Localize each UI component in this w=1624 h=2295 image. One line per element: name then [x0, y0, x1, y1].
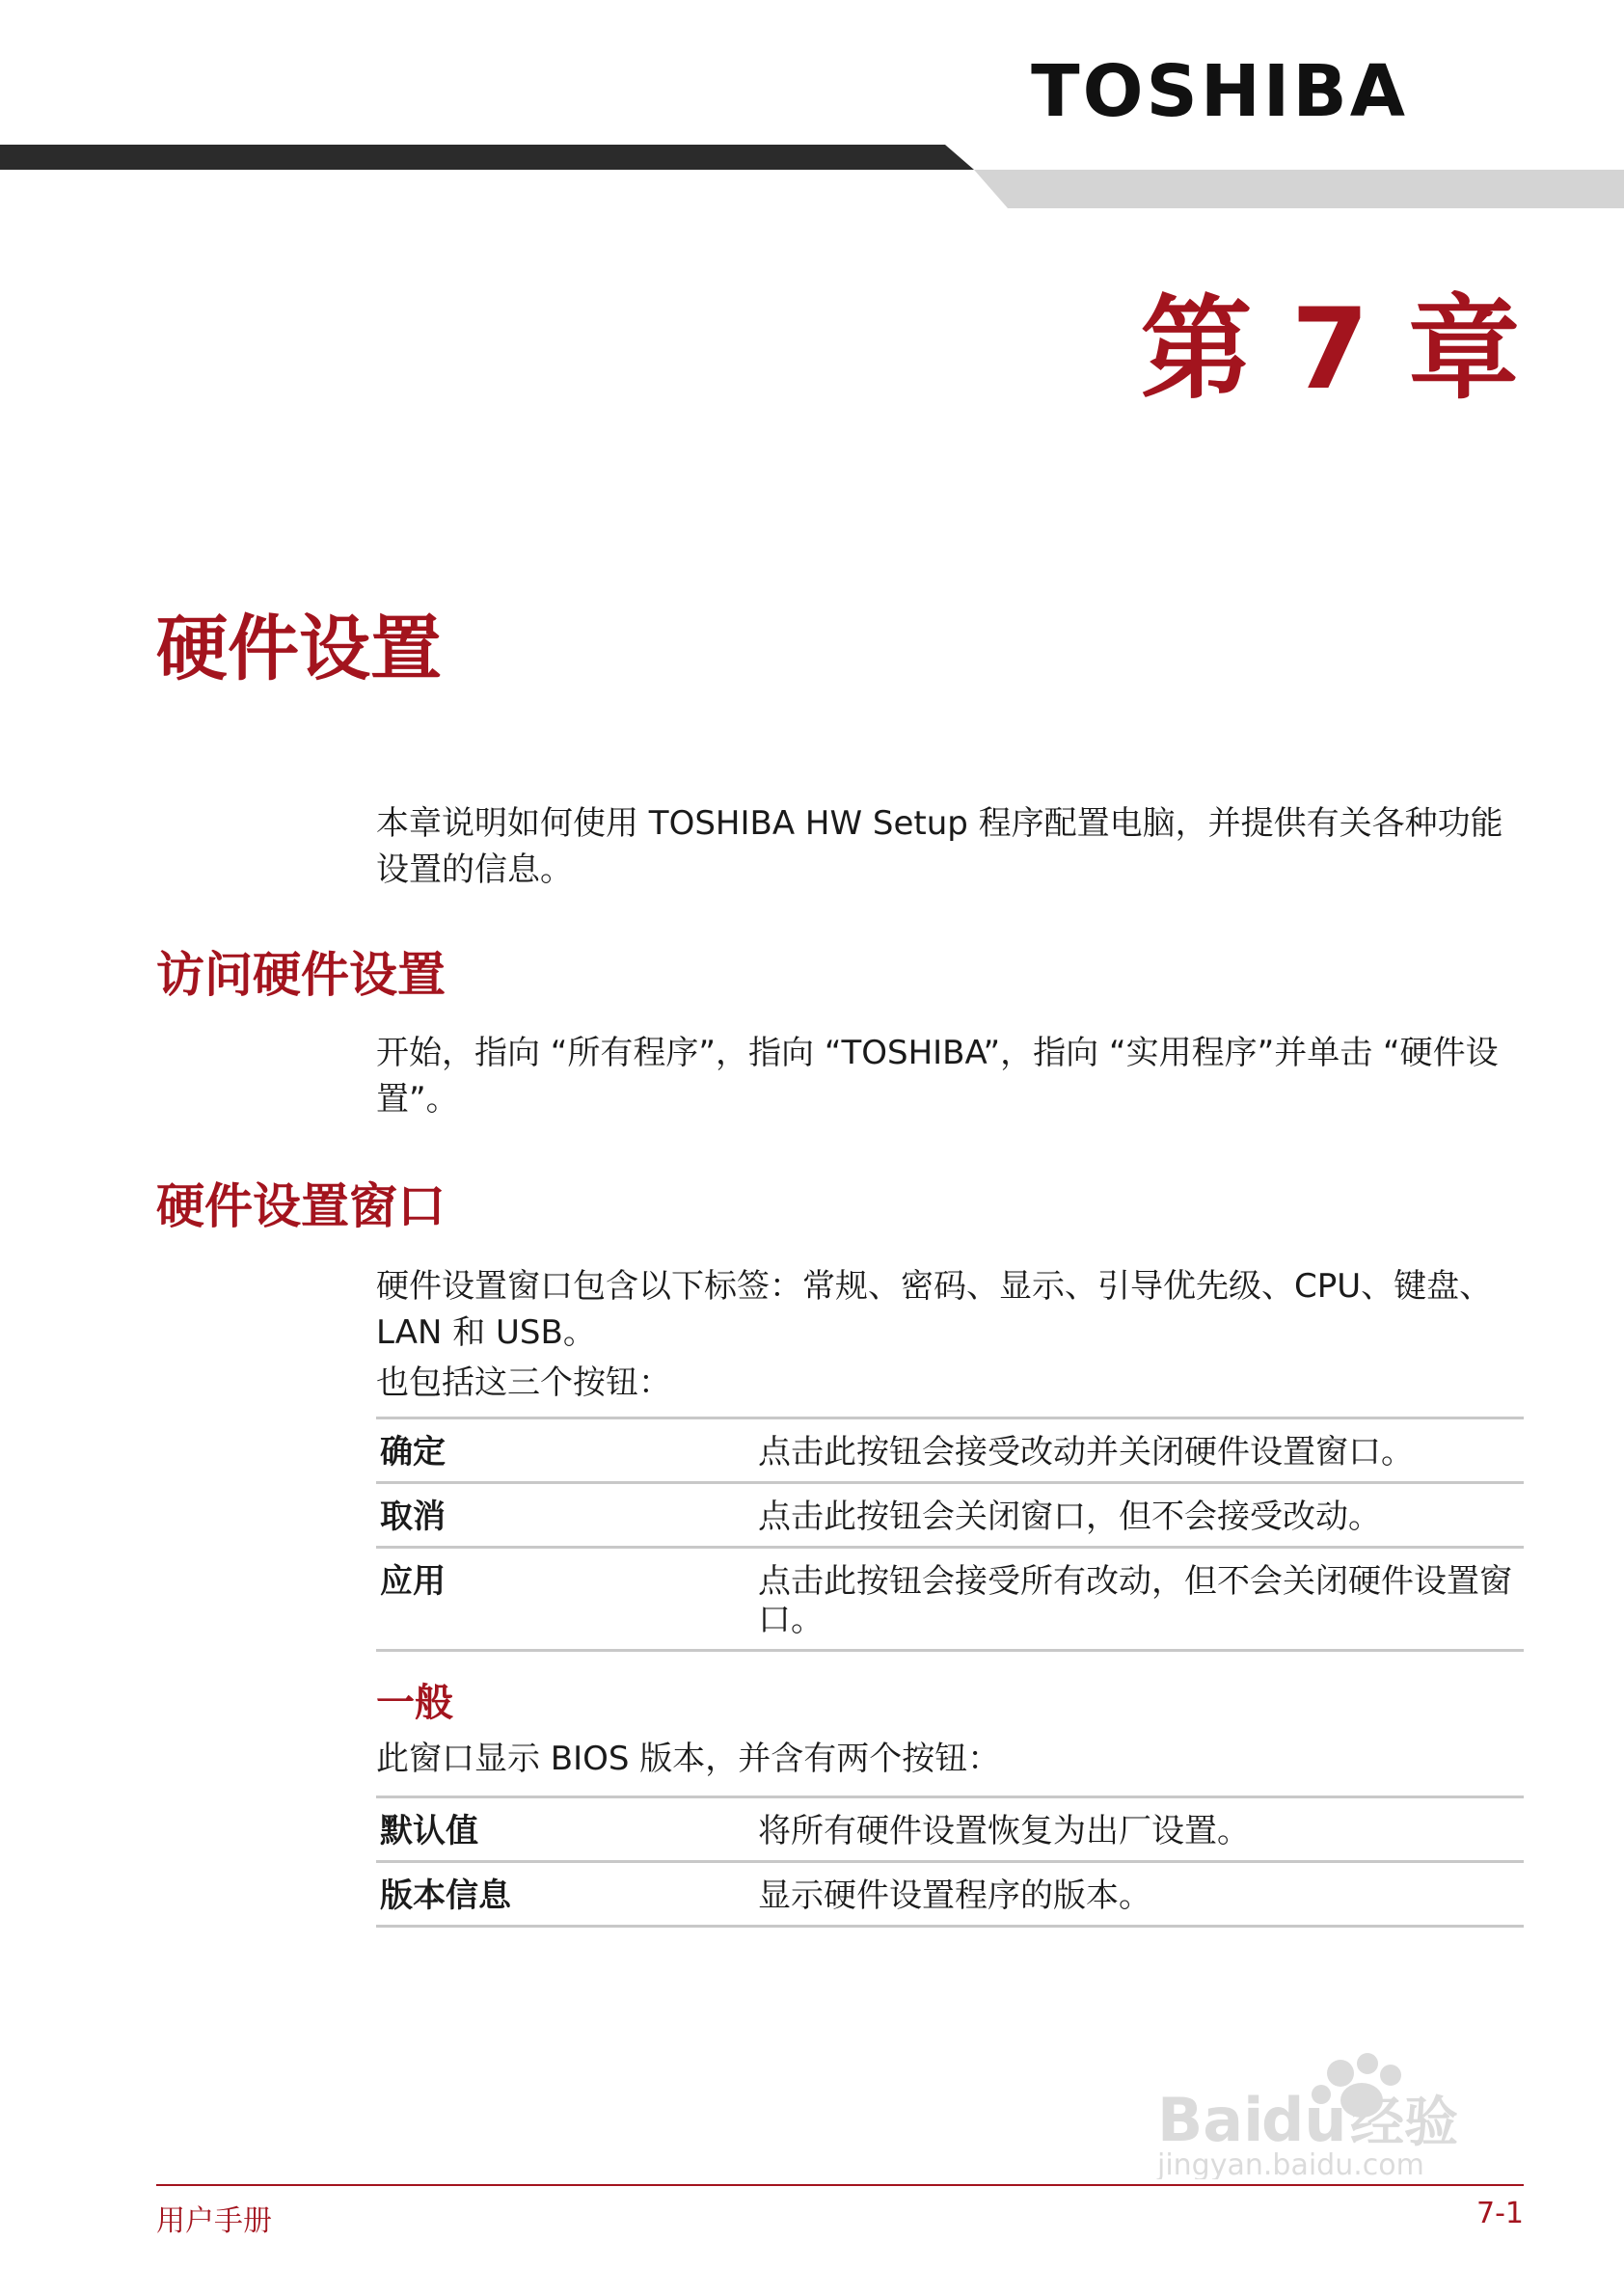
svg-text:Bai: Bai: [1157, 2085, 1264, 2155]
svg-text:jingyan.baidu.com: jingyan.baidu.com: [1157, 2148, 1424, 2179]
table-row: [376, 1483, 1524, 1548]
section-heading-general: 一般: [376, 1681, 453, 1725]
window-paragraph: 硬件设置窗口包含以下标签：常规、密码、显示、引导优先级、CPU、键盘、LAN 和 USB。: [376, 1267, 1493, 1352]
header-band-light: [974, 170, 1624, 208]
table-row: [376, 1797, 1524, 1862]
svg-text:经验: 经验: [1350, 2092, 1458, 2154]
desc-cancel: 点击此按钮会关闭窗口，但不会接受改动。: [758, 1498, 1381, 1536]
footer-title: 用户手册: [156, 2204, 272, 2238]
term-default: 默认值: [380, 1812, 478, 1850]
intro-paragraph: 本章说明如何使用 TOSHIBA HW Setup 程序配置电脑，并提供有关各种功能设置的信息。: [376, 804, 1503, 889]
general-paragraph: 此窗口显示 BIOS 版本，并含有两个按钮：: [376, 1740, 1001, 1778]
page-title: 硬件设置: [156, 608, 442, 690]
term-apply: 应用: [380, 1562, 446, 1601]
header-band: [0, 141, 1624, 210]
access-paragraph: 开始，指向 “所有程序”，指向 “TOSHIBA”，指向 “实用程序”并单击 “硬件设置”。: [376, 1034, 1499, 1119]
chapter-label: 第 7 章: [1140, 284, 1520, 415]
general-buttons-table: [376, 1796, 1524, 1928]
toshiba-logo: TOSHIBA: [1031, 50, 1408, 133]
table-row: [376, 1862, 1524, 1927]
term-version: 版本信息: [380, 1876, 511, 1915]
table-row: [376, 1548, 1524, 1651]
buttons-intro: 也包括这三个按钮：: [376, 1364, 671, 1402]
window-buttons-table: [376, 1417, 1524, 1652]
desc-default: 将所有硬件设置恢复为出厂设置。: [758, 1812, 1250, 1850]
section-heading-access: 访问硬件设置: [156, 947, 446, 1003]
section-heading-window: 硬件设置窗口: [156, 1178, 446, 1234]
desc-apply: 点击此按钮会接受所有改动，但不会关闭硬件设置窗口。: [758, 1562, 1512, 1639]
term-ok: 确定: [380, 1433, 446, 1472]
term-cancel: 取消: [380, 1498, 446, 1536]
svg-text:du: du: [1261, 2085, 1347, 2155]
desc-version: 显示硬件设置程序的版本。: [758, 1876, 1151, 1915]
page-number: 7-1: [1476, 2197, 1524, 2230]
table-row: [376, 1418, 1524, 1483]
desc-ok: 点击此按钮会接受改动并关闭硬件设置窗口。: [758, 1433, 1414, 1472]
footer-rule: [156, 2184, 1524, 2186]
baidu-watermark: [1148, 2035, 1533, 2179]
header-band-dark: [0, 145, 974, 170]
